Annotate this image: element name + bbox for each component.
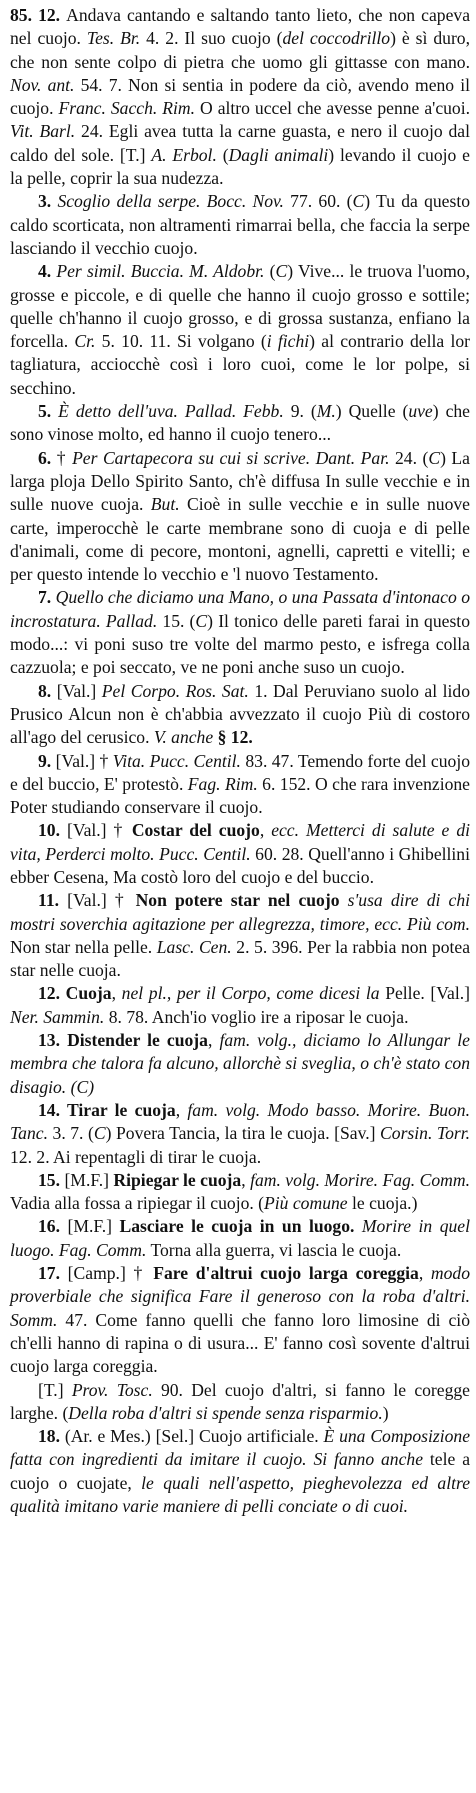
entry-text: ) Il tonico delle pareti farai in questo modo...: vi poni suso tre volte del marmo pesto, e isfrega colla cazzuola; e poi seccato, ve ne poni anche suso un cuojo. [10, 610, 470, 678]
entry-text: Cioè in sulle vecchie e in sulle nuove carte, imperocchè le carte membrane sono di cuoja e di pelle d'animali, come di pecore, montoni, agnelli, capretti e vitelli; e per questo intende lo vecchio e 'l nuovo Testamento. [10, 494, 470, 585]
italic-text: ecc. Metterci di salute e di vita, Perderci molto. Pucc. Centil. [10, 820, 471, 864]
bold-text: 11. [38, 890, 68, 911]
bold-text: 15. [38, 1169, 65, 1190]
italic-text: i fichi [266, 331, 310, 352]
dictionary-entry [10, 819, 470, 889]
italic-text: Della roba d'altri si spende senza risparmio. [68, 1402, 383, 1423]
italic-text: Morire in quel luogo. Fag. Comm. [10, 1216, 470, 1260]
bold-text: Distender le cuoja [67, 1030, 208, 1051]
italic-text: Cr. [74, 331, 96, 352]
dictionary-entry [10, 400, 470, 447]
entry-text: 4. 2. Il suo cuojo ( [140, 28, 283, 49]
entry-text: 47. Come fanno quelli che fanno loro limosine di ciò ch'elli hanno di rapina o di usura... E' fanno così sovente d'altrui cuojo larga coreggia. [10, 1309, 470, 1377]
bold-text: 4. [38, 261, 57, 282]
entry-text: Vadia alla fossa a ripiegar il cuojo. ( [10, 1193, 265, 1214]
italic-text: del coccodrillo [282, 28, 391, 49]
italic-text: Nov. ant. [10, 74, 75, 95]
entry-text: [M.F.] [64, 1169, 114, 1190]
entry-text: Pelle. [Val.] [379, 983, 470, 1004]
entry-text: [T.] [38, 1379, 72, 1400]
entry-text: 24. Egli avea tutta la carne guasta, e nero il cuojo dal caldo del sole. [T.] [10, 121, 470, 165]
dictionary-entry [10, 190, 470, 260]
entry-text: 15. ( [157, 610, 196, 631]
bold-text: § 12. [213, 727, 253, 748]
entry-text: 83. 47. Temendo forte del cuojo e del buccio, E' protestò. [10, 750, 471, 794]
entry-text: , [111, 983, 122, 1004]
entry-text: † [56, 447, 73, 468]
italic-text: È una Composizione fatta con ingredienti da imitare il cuojo. Si fanno anche [10, 1426, 471, 1470]
italic-text: Prov. Tosc. [71, 1379, 153, 1400]
italic-text: È detto dell'uva. Pallad. Febb. [58, 401, 284, 422]
bold-text: Ripiegar le cuoja [113, 1169, 242, 1190]
entry-text: 12. 2. Ai repentagli di tirar le cuoja. [10, 1146, 262, 1167]
italic-text: le quali nell'aspetto, pieghevolezza ed altre qualità imitano varie maniere di pelli conciate o di cuoi. [10, 1472, 470, 1516]
italic-text: Vita. Pucc. Centil. [112, 750, 241, 771]
bold-text: 3. [38, 191, 58, 212]
italic-text: C [428, 447, 441, 468]
entry-text: 90. Del cuojo d'altri, si fanno le coregge larghe. ( [10, 1379, 470, 1423]
entry-text: [M.F.] [67, 1216, 120, 1237]
entry-text: , [241, 1169, 251, 1190]
entry-text: tele a cuojo o cuojate, [10, 1449, 471, 1493]
entry-text: ) levando il cuojo e la pelle, coprir la sua nudezza. [10, 144, 470, 189]
entry-text: ) [382, 1402, 389, 1423]
entry-text: 8. 78. Anch'io voglio ire a riposar le cuoja. [104, 1006, 409, 1027]
entry-text: ) al contrario della lor tagliatura, acciocchè così i loro cuoi, come le lor polpe, si secchino. [10, 331, 470, 398]
entry-text: Andava cantando e saltando tanto lieto, che non capeva nel cuojo. [10, 5, 471, 49]
entry-text: 24. ( [389, 447, 429, 468]
bold-text: Lasciare le cuoja in un luogo. [119, 1216, 355, 1237]
italic-text: Per Cartapecora su cui si scrive. Dant. Par. [72, 447, 390, 468]
entry-text: 54. 7. Non si sentia in podere da ciò, avendo meno il cuojo. [10, 74, 470, 119]
italic-text: fam. volg. Modo basso. Morire. Buon. Tanc. [10, 1099, 471, 1144]
italic-text: V. anche [153, 727, 214, 748]
bold-text: Fare d'altrui cuojo larga coreggia [153, 1263, 419, 1284]
italic-text: M. [316, 401, 336, 422]
entry-text: ) è sì duro, che non sente colpo di pietra che uomo gli gittasse con mano. [10, 28, 471, 72]
bold-text: 16. [38, 1216, 68, 1237]
entry-text: ) Povera Tancia, la tira le cuoja. [Sav.] [105, 1123, 381, 1144]
entry-text: (Ar. e Mes.) [Sel.] Cuojo artificiale. [64, 1426, 324, 1447]
entry-text: ) Quelle ( [335, 401, 409, 422]
italic-text: Quello che diciamo una Mano, o una Passata d'intonaco o incrostatura. Pallad. [10, 587, 470, 631]
italic-text: Scoglio della serpe. Bocc. Nov. [57, 191, 284, 212]
bold-text: 8. [38, 680, 57, 701]
bold-text: 5. [38, 401, 59, 422]
entry-text: [Val.] [56, 680, 102, 701]
italic-text: Ner. Sammin. [10, 1006, 105, 1027]
entry-text: , [259, 820, 272, 841]
italic-text: uve [408, 401, 433, 422]
italic-text: Dagli animali [228, 144, 329, 165]
bold-text: 13. [38, 1030, 68, 1051]
dictionary-entry [10, 586, 470, 679]
bold-text: 14. [38, 1099, 67, 1120]
italic-text: fam. volg. Morire. Fag. Comm. [250, 1169, 470, 1190]
italic-text: Più comune [264, 1193, 348, 1214]
bold-text: Tirar le cuoja [66, 1099, 176, 1120]
italic-text: Corsin. Torr. [380, 1123, 471, 1144]
entry-text: [Val.] † [67, 890, 136, 911]
entry-text: ) Vive... le truova l'uomo, grosse e piccole, e di quelle che hanno il cuojo grosso e sottile; quelle ch'hanno il cuojo grosso, e di grossa sustanza, enfiano la forcella. [10, 261, 470, 352]
italic-text: C [195, 610, 208, 631]
italic-text: s'usa dire di chi mostri soverchia agitazione per allegrezza, timore, ecc. Più com. [10, 890, 471, 934]
entry-text: , [418, 1263, 431, 1284]
bold-text: 9. [38, 750, 56, 771]
bold-text: 17. [38, 1263, 68, 1284]
entry-text [340, 890, 348, 910]
dictionary-entry [10, 750, 470, 820]
dictionary-entry [10, 982, 470, 1029]
italic-text: Pel Corpo. Ros. Sat. [101, 680, 249, 701]
entry-text: 5. 10. 11. Si volgano ( [95, 331, 267, 352]
italic-text: A. Erbol. [151, 144, 217, 165]
dictionary-entry [10, 1169, 470, 1216]
entry-text: [Camp.] † [67, 1263, 154, 1284]
dictionary-entry [10, 1262, 470, 1378]
italic-text: Fag. Rim. [187, 773, 258, 794]
italic-text: Per simil. Buccia. M. Aldobr. [56, 261, 265, 282]
entry-text: 9. ( [283, 401, 317, 422]
entry-text: , [175, 1099, 188, 1120]
dictionary-entry [10, 1379, 470, 1426]
entry-text: ( [264, 261, 276, 282]
italic-text: Tes. Br. [86, 28, 141, 49]
entry-text: ) che sono vinose molto, ed hanno il cuojo tenero... [10, 401, 470, 445]
italic-text: C [93, 1123, 106, 1144]
entry-text: [Val.] † [66, 820, 132, 841]
bold-text: Non potere star nel cuojo [135, 890, 340, 911]
dictionary-entry [10, 260, 470, 400]
italic-text: Franc. Sacch. Rim. [58, 98, 196, 119]
italic-text: C [352, 191, 365, 212]
italic-text: But. [150, 494, 180, 515]
italic-text: Vit. Barl. [10, 121, 76, 142]
entry-text: le cuoja.) [347, 1193, 418, 1214]
entry-text: O altro uccel che avesse penne a'cuoi. [195, 98, 471, 119]
dictionary-entry [10, 1215, 470, 1262]
bold-text: 85. 12. [10, 5, 67, 25]
bold-text: Costar del cuojo [131, 820, 260, 841]
dictionary-entry [10, 447, 470, 587]
bold-text: 7. [38, 587, 56, 608]
entry-text: 60. 28. Quell'anno i Ghibellini ebber Cesena, Ma costò loro del cuojo e del buccio. [10, 843, 470, 887]
entry-text: , [207, 1030, 220, 1051]
italic-text: C [275, 261, 288, 282]
italic-text: modo proverbiale che significa Fare il generoso con la roba d'altri. Somm. [10, 1263, 470, 1330]
entry-text: Non star nella pelle. [10, 936, 157, 957]
dictionary-entry [10, 1099, 470, 1169]
entry-text: Torna alla guerra, vi lascia le cuoja. [146, 1239, 402, 1260]
dictionary-entry [10, 680, 470, 750]
entry-text: [Val.] † [55, 750, 113, 771]
entry-text: 6. 152. O che rara invenzione Poter studiando conservare il cuojo. [10, 773, 470, 818]
entry-text: 2. 5. 396. Per la rabbia non potea star nelle cuoja. [10, 936, 471, 981]
dictionary-entry [10, 4, 470, 190]
entry-text [354, 1216, 361, 1236]
bold-text: 6. [38, 447, 57, 468]
dictionary-entry [10, 1425, 470, 1518]
entry-text: 1. Dal Peruviano suolo al lido Prusico Alcun non è ch'abbia avvezzato il cuojo Più di costoro all'ago del cerusico. [10, 680, 470, 748]
dictionary-entry [10, 1029, 470, 1099]
italic-text: Lasc. Cen. [156, 936, 232, 957]
entry-text: 77. 60. ( [283, 191, 353, 212]
italic-text: fam. volg., diciamo lo Allungar le membra che talora fa alcuno, allorchè si sveglia, o ch'è stato con disagio. (C) [10, 1030, 470, 1097]
bold-text: Cuoja [65, 983, 112, 1004]
italic-text: nel pl., per il Corpo, come dicesi la [121, 983, 380, 1004]
entry-text: ) Tu da questo caldo scorticata, non altramenti rimarrai bella, che faccia la serpe lasciando il vecchio cuojo. [10, 191, 471, 258]
entry-text: ( [216, 144, 229, 165]
entry-text: 3. 7. ( [47, 1123, 94, 1144]
entry-text: ) La larga ploja Dello Spirito Santo, ch'è diffusa In sulle vecchie e in sulle nuove cuoja. [10, 447, 470, 515]
bold-text: 12. [38, 983, 66, 1004]
bold-text: 10. [38, 820, 67, 841]
bold-text: 18. [38, 1426, 65, 1447]
dictionary-entry [10, 889, 470, 982]
